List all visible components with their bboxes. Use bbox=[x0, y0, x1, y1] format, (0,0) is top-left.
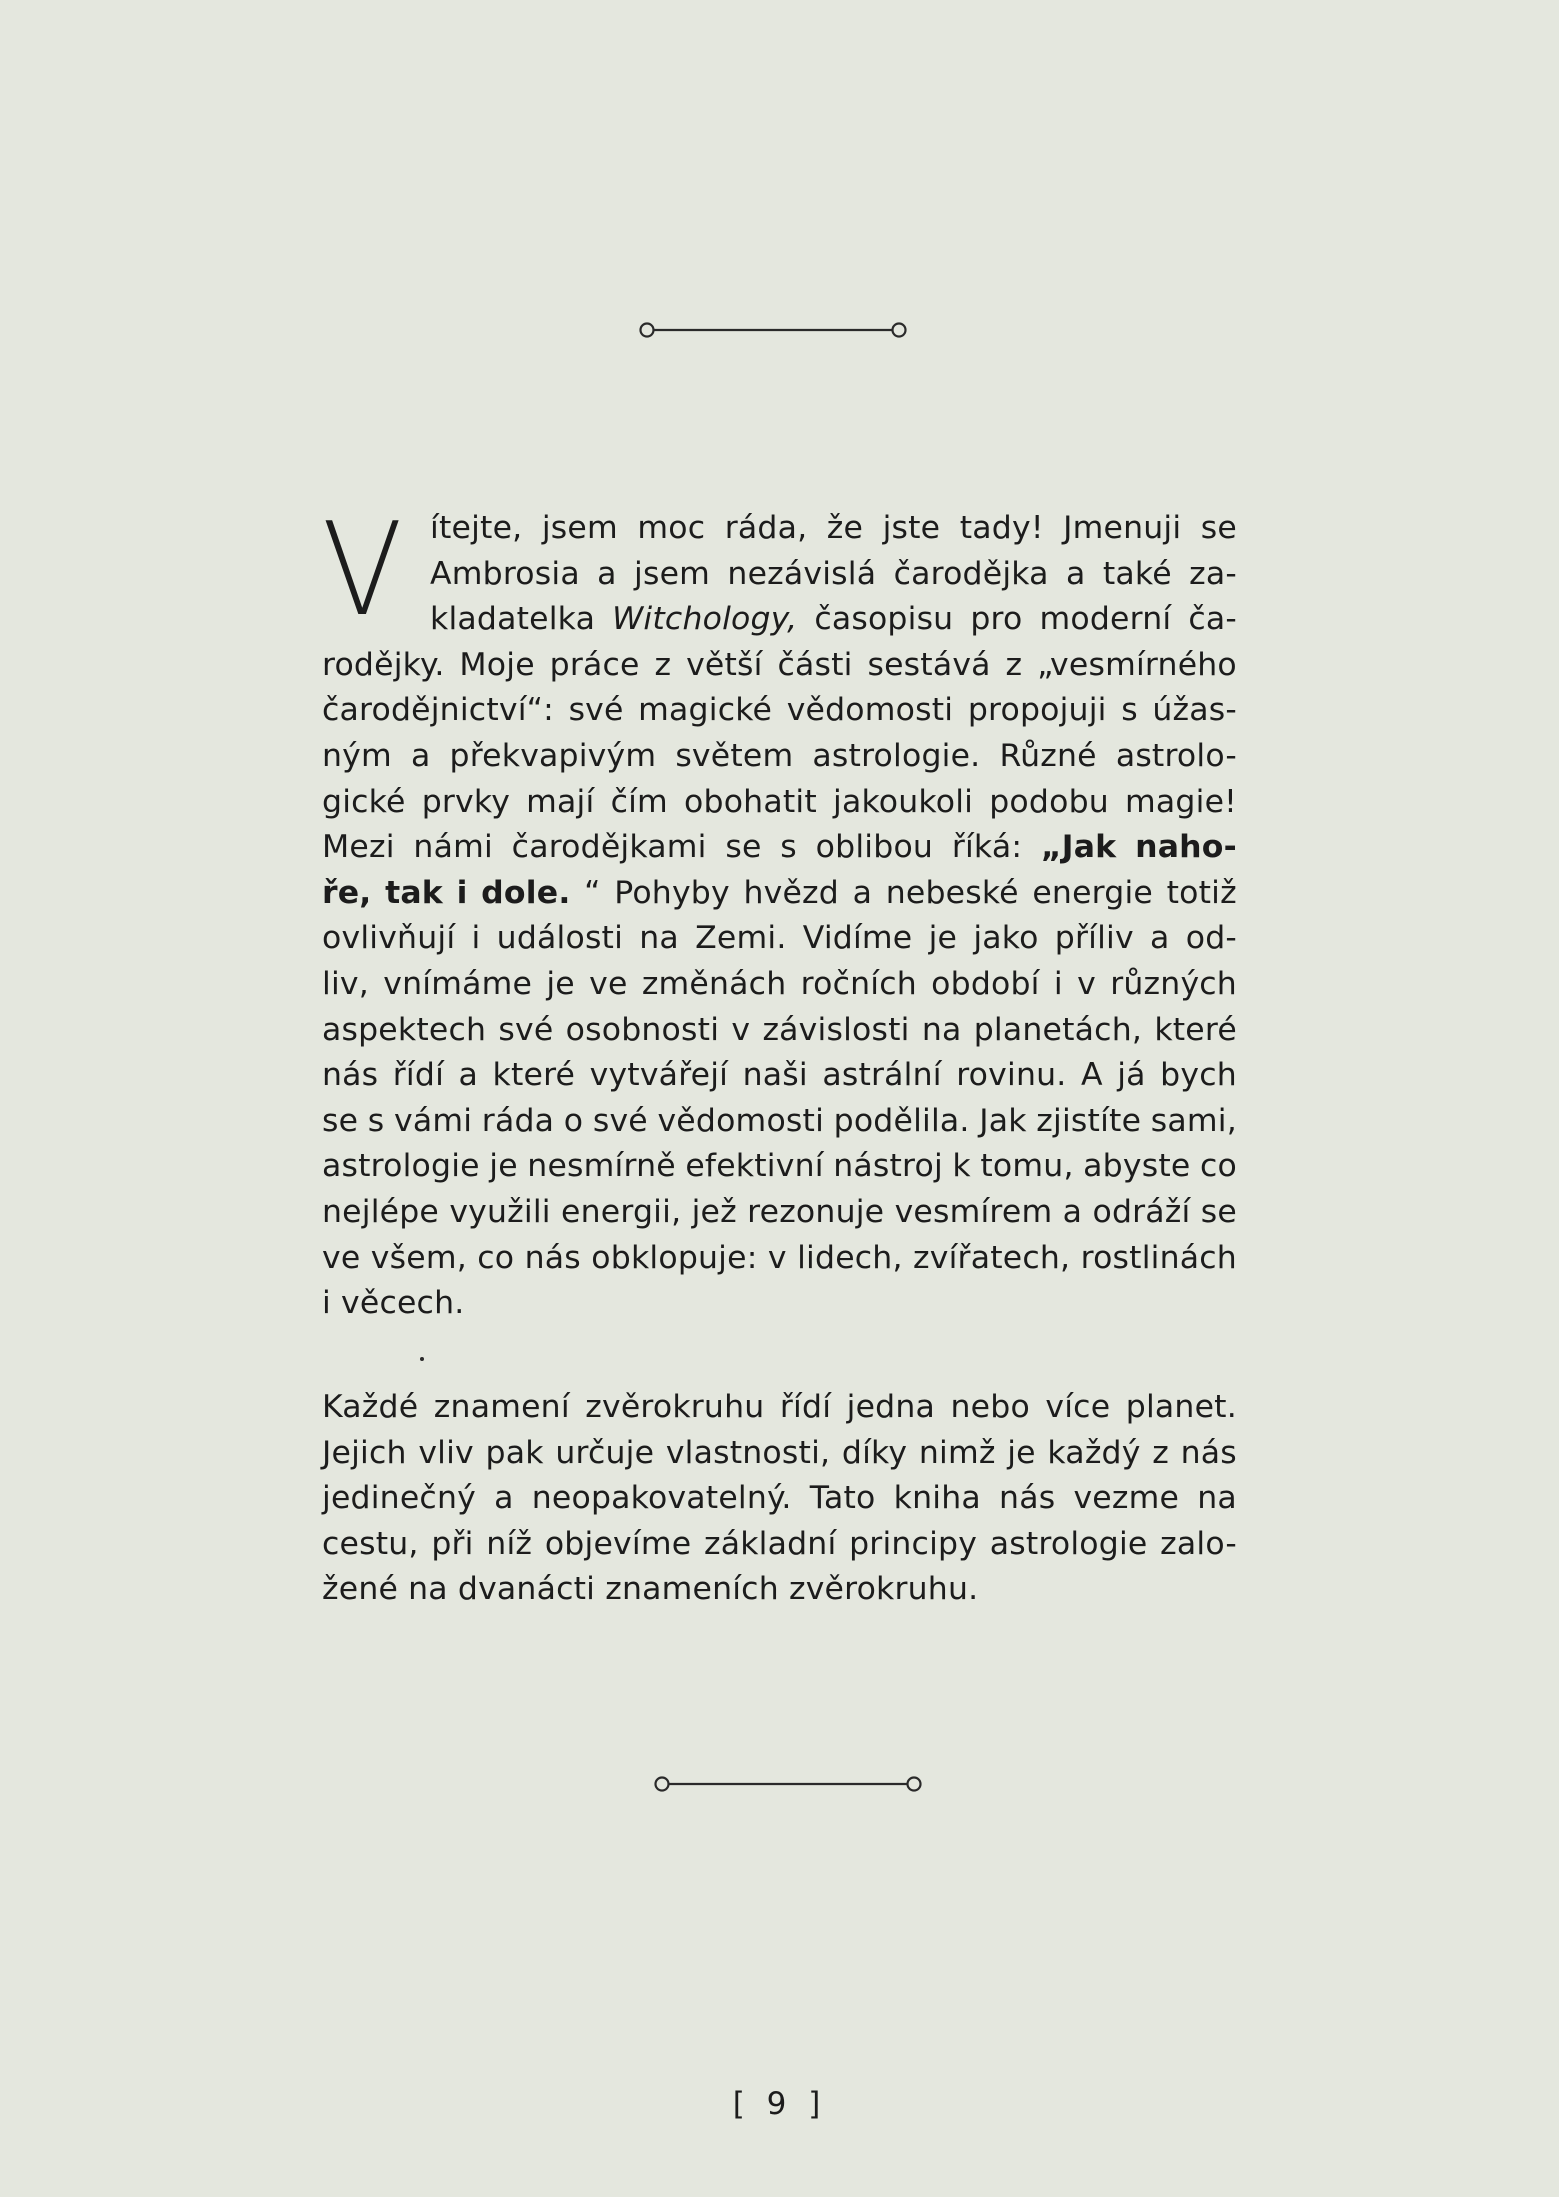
word: bych bbox=[1160, 1057, 1237, 1094]
word: v bbox=[767, 1239, 787, 1276]
word: na bbox=[639, 920, 679, 957]
word: práce bbox=[549, 646, 640, 683]
word: řídí bbox=[392, 1057, 445, 1094]
word: kniha bbox=[893, 1480, 981, 1517]
word: se bbox=[1200, 510, 1237, 546]
word: prvky bbox=[421, 783, 511, 820]
word: nesmírně bbox=[527, 1148, 676, 1185]
text-line bbox=[322, 1190, 1237, 1236]
word: gické bbox=[322, 783, 406, 820]
word: s bbox=[1121, 692, 1138, 729]
page-number: [ 9 ] bbox=[732, 2086, 827, 2122]
word: s bbox=[780, 829, 797, 866]
word: žené bbox=[322, 1571, 399, 1608]
word: podobu bbox=[989, 783, 1109, 820]
word: své bbox=[568, 692, 624, 729]
word: a bbox=[494, 1480, 514, 1517]
word: dvanácti bbox=[457, 1571, 596, 1608]
intro-paragraph bbox=[322, 496, 1237, 1327]
word: ročních bbox=[800, 965, 917, 1002]
word: „vesmírného bbox=[1037, 646, 1237, 683]
word: světem bbox=[675, 737, 794, 774]
word: i bbox=[1053, 965, 1063, 1002]
word: jako bbox=[973, 920, 1039, 957]
word: je bbox=[546, 965, 575, 1002]
word: vesmírem bbox=[894, 1193, 1053, 1230]
word: z bbox=[654, 646, 672, 683]
word: nás bbox=[1180, 1434, 1237, 1471]
word: magie! bbox=[1125, 783, 1237, 820]
word: i bbox=[322, 1285, 331, 1322]
word: ře, bbox=[322, 874, 372, 911]
word: části bbox=[777, 646, 853, 683]
word: znamení bbox=[433, 1389, 570, 1425]
word: a bbox=[1150, 920, 1170, 957]
word: tak bbox=[385, 874, 443, 911]
word: rodějky. bbox=[322, 646, 445, 683]
text-line bbox=[322, 825, 1237, 871]
word: řídí bbox=[779, 1389, 832, 1425]
word: kladatelka bbox=[430, 601, 596, 638]
word: příliv bbox=[1054, 920, 1134, 957]
word: nebeské bbox=[885, 874, 1019, 911]
word: jsem bbox=[541, 510, 618, 546]
text-line bbox=[322, 688, 1237, 734]
word: odráží bbox=[1092, 1193, 1191, 1230]
word: jež bbox=[691, 1193, 737, 1230]
word: ráda bbox=[481, 1102, 555, 1139]
word: každý bbox=[1047, 1434, 1141, 1471]
text-line bbox=[322, 962, 1237, 1008]
word: své bbox=[498, 1011, 554, 1048]
word: vnímáme bbox=[383, 965, 533, 1002]
word: propojuji bbox=[967, 692, 1107, 729]
word: které bbox=[492, 1057, 576, 1094]
word: a bbox=[1066, 555, 1086, 592]
word: Zemi. bbox=[695, 920, 787, 957]
text-line bbox=[430, 506, 1237, 552]
word: se bbox=[322, 1102, 359, 1139]
word: nebo bbox=[950, 1389, 1030, 1425]
word: čarodějkami bbox=[511, 829, 707, 866]
word: úžas- bbox=[1152, 692, 1237, 729]
word: Witchology, bbox=[612, 601, 798, 638]
word: čím bbox=[610, 783, 668, 820]
word: při bbox=[431, 1525, 474, 1562]
word: nás bbox=[322, 1057, 379, 1094]
word: Jmenuji bbox=[1063, 510, 1182, 546]
word: i bbox=[456, 874, 468, 911]
word: v bbox=[731, 1011, 751, 1048]
word: o bbox=[563, 1102, 584, 1139]
word: sestává bbox=[867, 646, 991, 683]
text-line bbox=[430, 552, 1237, 598]
word: ovlivňují bbox=[322, 920, 456, 957]
text-line bbox=[322, 1522, 1237, 1568]
word: nás bbox=[999, 1480, 1056, 1517]
word: ve bbox=[322, 1239, 361, 1276]
text-line bbox=[322, 1567, 1237, 1613]
word: z bbox=[1005, 646, 1023, 683]
word: „Jak bbox=[1040, 829, 1117, 866]
word: překvapivým bbox=[449, 737, 657, 774]
word: ča- bbox=[1188, 601, 1237, 638]
text-line bbox=[322, 1281, 1237, 1327]
word: astrologie bbox=[322, 1148, 480, 1185]
word: nejlépe bbox=[322, 1193, 440, 1230]
word: z bbox=[1152, 1434, 1169, 1471]
word: změnách bbox=[641, 965, 787, 1002]
word: ráda, bbox=[724, 510, 808, 546]
word: podělila. bbox=[833, 1102, 970, 1139]
word: své bbox=[592, 1102, 648, 1139]
word: co bbox=[477, 1239, 515, 1276]
text-line bbox=[322, 643, 1237, 689]
word: a bbox=[852, 874, 873, 911]
bottom-ornament bbox=[652, 1774, 924, 1794]
word: vliv bbox=[418, 1434, 474, 1471]
word: čarodějka bbox=[893, 555, 1049, 592]
word: neopakovatelný. bbox=[531, 1480, 792, 1517]
word: moderní bbox=[1039, 601, 1172, 638]
word: energii, bbox=[561, 1193, 682, 1230]
text-line bbox=[322, 780, 1237, 826]
word: astrolo- bbox=[1115, 737, 1237, 774]
word: jste bbox=[882, 510, 941, 546]
word: naši bbox=[742, 1057, 808, 1094]
word: oblibou bbox=[815, 829, 934, 866]
word: Mezi bbox=[322, 829, 395, 866]
word: námi bbox=[413, 829, 493, 866]
text-line bbox=[322, 1099, 1237, 1145]
word: čarodějnictví“: bbox=[322, 692, 554, 729]
text-line bbox=[322, 1053, 1237, 1099]
text-line bbox=[322, 1236, 1237, 1282]
word: je bbox=[1007, 1434, 1036, 1471]
text-line bbox=[322, 1431, 1237, 1477]
word: se bbox=[725, 829, 762, 866]
word: a bbox=[410, 737, 431, 774]
word: nezávislá bbox=[727, 555, 877, 592]
word: více bbox=[1045, 1389, 1111, 1425]
word: vědomosti bbox=[786, 692, 954, 729]
word: zalo- bbox=[1160, 1525, 1237, 1562]
word: rovinu. bbox=[956, 1057, 1067, 1094]
word: astrologie bbox=[989, 1525, 1148, 1562]
word: Různé bbox=[999, 737, 1097, 774]
word: a bbox=[597, 555, 617, 592]
word: které bbox=[1154, 1011, 1237, 1048]
word: zjistíte bbox=[1036, 1102, 1142, 1139]
word: je bbox=[489, 1148, 518, 1185]
word: je bbox=[928, 920, 958, 957]
text-line bbox=[322, 1476, 1237, 1522]
word: jakoukoli bbox=[833, 783, 974, 820]
word: Tato bbox=[809, 1480, 876, 1517]
word: i bbox=[471, 920, 481, 957]
word: pro bbox=[970, 601, 1023, 638]
word: Ambrosia bbox=[430, 555, 580, 592]
word: principy bbox=[849, 1525, 978, 1562]
word: Moje bbox=[459, 646, 535, 683]
word: věcech. bbox=[341, 1285, 465, 1322]
word: Vidíme bbox=[802, 920, 913, 957]
word: na bbox=[1197, 1480, 1237, 1517]
word: osobnosti bbox=[565, 1011, 720, 1048]
word: obohatit bbox=[684, 783, 817, 820]
word: za- bbox=[1189, 555, 1237, 592]
word: ítejte, bbox=[430, 510, 523, 546]
text-line bbox=[430, 597, 1237, 643]
text-line bbox=[322, 734, 1237, 780]
word: Jak bbox=[979, 1102, 1027, 1139]
text-line bbox=[322, 916, 1237, 962]
word: zvěrokruhu. bbox=[788, 1571, 979, 1608]
word: tomu, bbox=[980, 1148, 1074, 1185]
word: moc bbox=[637, 510, 706, 546]
word: jedna bbox=[846, 1389, 936, 1425]
word: Pohyby bbox=[614, 874, 730, 911]
word: dole. bbox=[481, 874, 571, 911]
word: tady! bbox=[959, 510, 1044, 546]
zodiac-paragraph bbox=[322, 1385, 1237, 1613]
word: níž bbox=[486, 1525, 533, 1562]
word: jsem bbox=[634, 555, 711, 592]
word: astrální bbox=[822, 1057, 942, 1094]
word: také bbox=[1102, 555, 1172, 592]
word: říká: bbox=[951, 829, 1023, 866]
word: pak bbox=[485, 1434, 544, 1471]
word: magické bbox=[638, 692, 773, 729]
top-ornament bbox=[637, 320, 909, 340]
word: základní bbox=[703, 1525, 837, 1562]
word: vytvářejí bbox=[589, 1057, 729, 1094]
word: objevíme bbox=[544, 1525, 692, 1562]
word: co bbox=[1199, 1148, 1237, 1185]
word: nimž bbox=[918, 1434, 996, 1471]
word: zvěrokruhu bbox=[585, 1389, 765, 1425]
word: vědomosti bbox=[657, 1102, 825, 1139]
word: jedinečný bbox=[322, 1480, 476, 1517]
word: rostlinách bbox=[1080, 1239, 1237, 1276]
word: s bbox=[367, 1102, 385, 1139]
drop-cap: V bbox=[322, 496, 403, 645]
word: na bbox=[408, 1571, 448, 1608]
word: období bbox=[931, 965, 1040, 1002]
word: využili bbox=[449, 1193, 551, 1230]
word: určuje bbox=[555, 1434, 655, 1471]
word: planet. bbox=[1125, 1389, 1237, 1425]
word: liv, bbox=[322, 965, 369, 1002]
word: zvířatech, bbox=[913, 1239, 1071, 1276]
word: vlastnosti, bbox=[665, 1434, 831, 1471]
word: větší bbox=[686, 646, 763, 683]
word: a bbox=[1062, 1193, 1083, 1230]
word: totiž bbox=[1166, 874, 1237, 911]
word: naho- bbox=[1135, 829, 1237, 866]
word: všem, bbox=[370, 1239, 467, 1276]
word: lidech, bbox=[797, 1239, 903, 1276]
word: efektivní bbox=[685, 1148, 824, 1185]
word: různých bbox=[1110, 965, 1237, 1002]
word: planetách, bbox=[973, 1011, 1143, 1048]
word: od- bbox=[1185, 920, 1237, 957]
word: mají bbox=[526, 783, 595, 820]
text-line bbox=[322, 871, 1237, 917]
text-line bbox=[322, 1144, 1237, 1190]
word: nástroj bbox=[833, 1148, 943, 1185]
word: události bbox=[496, 920, 624, 957]
word: astrologie. bbox=[812, 737, 981, 774]
word: obklopuje: bbox=[591, 1239, 758, 1276]
word: Jejich bbox=[322, 1434, 407, 1471]
text-line bbox=[322, 1008, 1237, 1054]
word: znameních bbox=[605, 1571, 779, 1608]
word: hvězd bbox=[743, 874, 839, 911]
word: vámi bbox=[394, 1102, 473, 1139]
word: Každé bbox=[322, 1389, 419, 1425]
word: na bbox=[921, 1011, 962, 1048]
word: se bbox=[1200, 1193, 1237, 1230]
word: energie bbox=[1032, 874, 1153, 911]
word: ve bbox=[589, 965, 628, 1002]
word: k bbox=[952, 1148, 971, 1185]
word: já bbox=[1117, 1057, 1146, 1094]
word: vezme bbox=[1073, 1480, 1180, 1517]
word: nás bbox=[524, 1239, 581, 1276]
stray-dot bbox=[420, 1357, 424, 1361]
text-line bbox=[322, 1385, 1237, 1431]
word: A bbox=[1080, 1057, 1103, 1094]
word: časopisu bbox=[814, 601, 954, 638]
word: a bbox=[458, 1057, 479, 1094]
word: závislosti bbox=[762, 1011, 910, 1048]
word: aspektech bbox=[322, 1011, 487, 1048]
word: “ bbox=[584, 874, 601, 911]
word: abyste bbox=[1083, 1148, 1191, 1185]
word: díky bbox=[841, 1434, 908, 1471]
word: sami, bbox=[1150, 1102, 1237, 1139]
word: ným bbox=[322, 737, 392, 774]
word: v bbox=[1077, 965, 1096, 1002]
word: že bbox=[826, 510, 864, 546]
word: cestu, bbox=[322, 1525, 419, 1562]
word: rezonuje bbox=[747, 1193, 885, 1230]
